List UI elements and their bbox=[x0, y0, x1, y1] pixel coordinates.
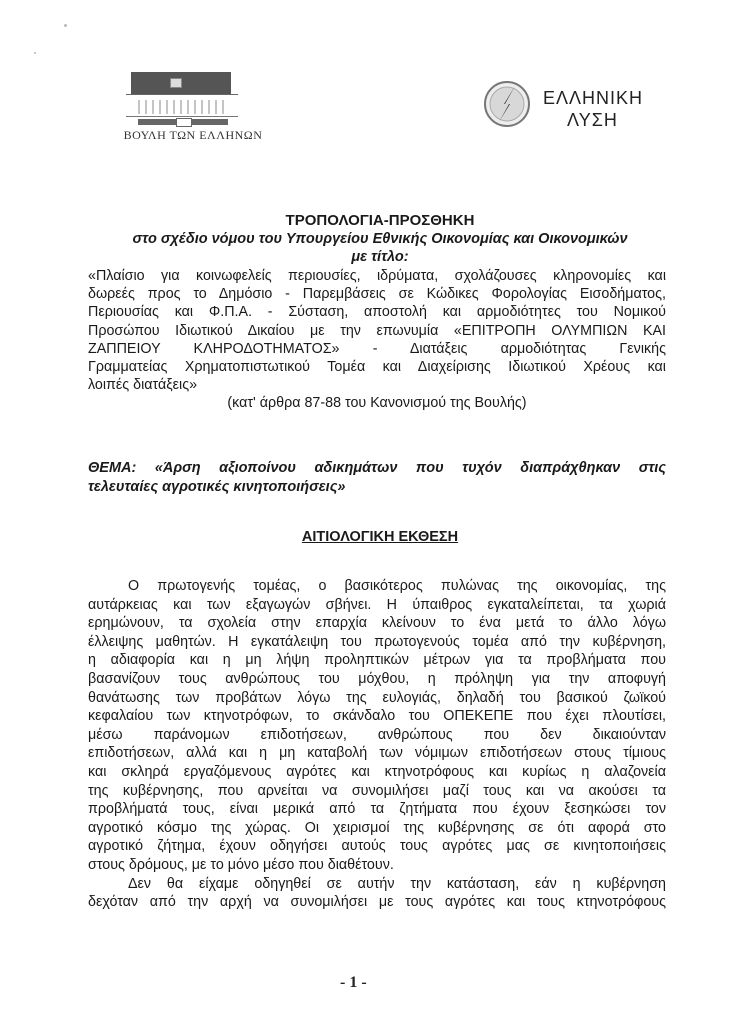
bill-title bbox=[88, 267, 666, 413]
scan-speck bbox=[64, 24, 67, 27]
subject bbox=[88, 459, 666, 497]
body-line: της κυβέρνησης, που αρνείται να συνομιλήσει μαζί τους και να ακούσει τα bbox=[88, 782, 666, 799]
body-line: στους δρόμους, με το μόνο μέσο που διαθέτουν. bbox=[88, 856, 394, 873]
party-logo bbox=[483, 80, 683, 140]
parliament-logo-text: ΒΟΥΛΗ ΤΩΝ ΕΛΛΗΝΩΝ bbox=[123, 128, 263, 142]
body-line: Δεν θα είχαμε οδηγηθεί σε αυτήν την κατάσταση, εάν η κυβέρνηση bbox=[128, 875, 666, 892]
section-heading bbox=[60, 529, 700, 545]
body-line: αγροτικό κόσμο της χώρας. Οι χειρισμοί της κυβέρνησης σε ότι αφορά στο bbox=[88, 819, 666, 836]
bill-title-line: ΖΑΠΠΕΙΟΥ ΚΛΗΡΟΔΟΤΗΜΑΤΟΣ» - Διατάξεις αρμοδιότητας Γενικής bbox=[88, 340, 666, 357]
body-line: βασανίζουν τους ανθρώπους του μόχθου, η πρόληψη για την αποφυγή bbox=[88, 670, 666, 687]
body-line: επιδοτήσεων, αλλά και η μη καταβολή των νόμιμων επιδοτήσεων στους τίμιους bbox=[88, 745, 666, 762]
flag-icon bbox=[170, 78, 182, 88]
subject-line: ΘΕΜΑ: «Άρση αξιοποίνου αδικημάτων που τυχόν διαπράχθηκαν στις bbox=[88, 460, 666, 476]
body-line: και σκληρά εργαζόμενους αγρότες και κτηνοτρόφους και κυρίως η αλαζονεία bbox=[88, 763, 666, 780]
bill-title-line: δωρεές προς το Δημόσιο - Παρεμβάσεις σε Κώδικες Φορολογίας Εισοδήματος, bbox=[88, 286, 666, 303]
scan-speck bbox=[34, 52, 36, 54]
body-line: θανάτωσης των προβάτων λόγω της ευλογιάς, δηλαδή του βασικού ζωϊκού bbox=[88, 689, 666, 706]
bill-title-line: Γραμματείας Χρηματοπιστωτικού Τομέα και Διαχείρισης Ιδιωτικού Χρέους και bbox=[88, 358, 666, 375]
body-line: κεφαλαίου των κτηνοτρόφων, το σκάνδαλο του ΟΠΕΚΕΠΕ που έχει πλουτίσει, bbox=[88, 708, 666, 725]
body-line: δεχόταν από την αρχή να συνομιλήσει με τους αγρότες και τους κτηνοτρόφους bbox=[88, 894, 666, 911]
body-line: ερημώνουν, τα σχολεία στην επαρχία κλείνουν το ένα μετά το άλλο λόγω bbox=[88, 615, 666, 632]
bill-title-line: Προσώπου Ιδιωτικού Δικαίου με την επωνυμία «ΕΠΙΤΡΟΠΗ ΟΛΥΜΠΙΩΝ ΚΑΙ bbox=[88, 322, 666, 339]
bill-title-line: Περιουσίας και Φ.Π.Α. - Σύσταση, αποστολή και αρμοδιότητες του Νομικού bbox=[88, 304, 666, 321]
party-logo-line2: ΛΥΣΗ bbox=[567, 110, 618, 130]
bill-title-line: «Πλαίσιο για κοινωφελείς περιουσίες, ιδρύματα, σχολάζουσες κληρονομίες και bbox=[88, 268, 666, 284]
bill-title-line: λοιπές διατάξεις» bbox=[88, 377, 198, 394]
body-line: αυτάρκειας και των εξαγωγών σβήνει. Η ύπαιθρος εγκαταλείπεται, τα χωριά bbox=[88, 596, 666, 613]
body-line: προβλήματά τους, είναι μερικά από τα ζητήματα που έχουν ξεσηκώσει τον bbox=[88, 801, 666, 818]
document-title: ΤΡΟΠΟΛΟΓΙΑ-ΠΡΟΣΘΗΚΗ bbox=[285, 212, 475, 229]
section-heading-text: ΑΙΤΙΟΛΟΓΙΚΗ ΕΚΘΕΣΗ bbox=[301, 529, 459, 545]
body-line: μέσω παράνομων επιδοτήσεων, ανθρώπους που δεν δικαιούνταν bbox=[88, 726, 666, 743]
body-line: αγροτικό ζήτημα, έχουν οδηγήσει αυτούς τους αγρότες μας σε κινητοποιήσεις bbox=[88, 838, 666, 855]
articles-reference: (κατ' άρθρα 87-88 του Κανονισμού της Βουλής) bbox=[227, 395, 527, 412]
document-subtitle: στο σχέδιο νόμου του Υπουργείου Εθνικής Οικονομίας και Οικονομικών bbox=[132, 231, 628, 247]
party-logo-line1: ΕΛΛΗΝΙΚΗ bbox=[543, 88, 644, 108]
document-subtitle-title-label: με τίτλο: bbox=[351, 249, 409, 265]
page-number: - 1 - bbox=[340, 974, 367, 991]
body-line: έλλειψης μαθητών. Η εγκατάλειψη του πρωτογενούς τομέα από την κυβέρνηση, bbox=[88, 633, 666, 650]
compass-icon bbox=[483, 80, 531, 128]
subject-line: τελευταίες αγροτικές κινητοποιήσεις» bbox=[88, 479, 346, 495]
body-text bbox=[88, 577, 666, 912]
body-line: Ο πρωτογενής τομέας, ο βασικότερος πυλώνας της οικονομίας, της bbox=[128, 578, 666, 594]
body-line: η αδιαφορία και η μη λήψη προληπτικών μέτρων για τα προβλήματα που bbox=[88, 652, 666, 669]
parliament-logo bbox=[108, 70, 278, 142]
